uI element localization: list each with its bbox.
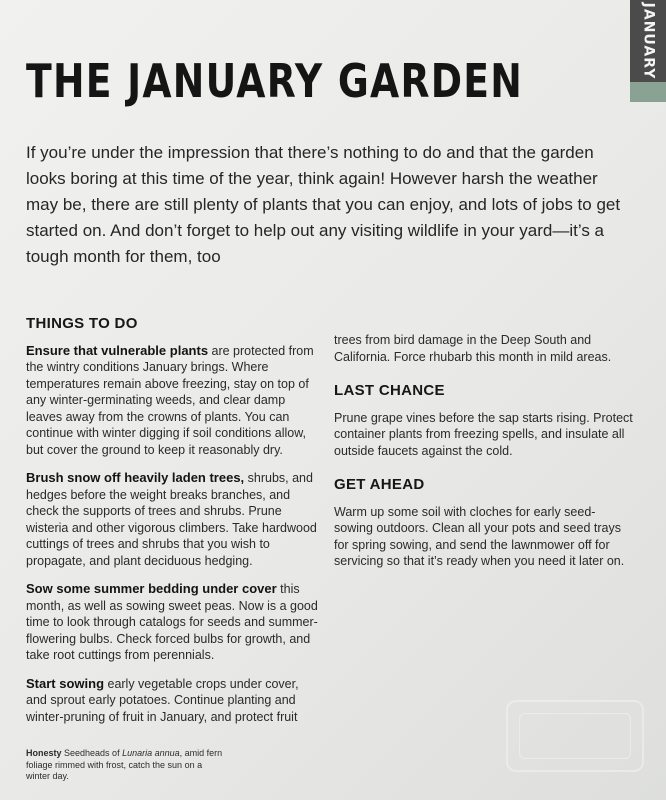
- watermark-stamp-inner: [519, 713, 631, 759]
- paragraph-summer-bedding: [26, 581, 318, 664]
- paragraph-vulnerable-plants: [26, 343, 318, 459]
- paragraph-body: are protected from the wintry conditions January brings. Where temperatures remain above freezing, stay on top of any winter-germinating weeds, and clear damp leaves away from the crowns of plants. You can continue with winter digging if soil conditions allow, but cover the ground to keep it reasonably dry.: [26, 343, 314, 457]
- caption-text-end: , amid fern foliage rimmed with frost, catch the sun on a winter day.: [26, 748, 223, 781]
- section-tab: [630, 0, 666, 82]
- caption-text: Seedheads of: [61, 748, 123, 758]
- last-chance-heading: LAST CHANCE: [334, 382, 445, 399]
- paragraph-lead: Start sowing: [26, 675, 105, 691]
- paragraph-lead: Sow some summer bedding under cover: [26, 581, 277, 596]
- page-title: THE JANUARY GARDEN: [26, 54, 524, 108]
- paragraph-body: shrubs, and hedges before the weight breaks branches, and check the supports of trees and shrubs. Prune wisteria and other vigorous climbers. Take hardwood cuttings of trees and shrubs that you wish to propagate, and plant deciduous hedging.: [26, 471, 317, 568]
- photo-caption: [26, 748, 226, 783]
- intro-paragraph: If you’re under the impression that there’s nothing to do and that the garden looks boring at this time of the year, think again! However harsh the weather may be, there are still plenty of plants that you can enjoy, and lots of jobs to get started on. And don’t forget to help out any visiting wildlife in your yard—it’s a tough month for them, too: [26, 143, 621, 266]
- section-tab-label: JANUARY: [640, 2, 656, 80]
- paragraph-body: this month, as well as sowing sweet peas. Now is a good time to look through catalogs for seeds and summer-flowering bulbs. Check forced bulbs for growth, and take root cuttings from perennials.: [26, 582, 318, 662]
- get-ahead-heading: GET AHEAD: [334, 476, 425, 493]
- paragraph-start-sowing: [26, 676, 318, 726]
- caption-lead: Honesty: [26, 748, 62, 758]
- watermark-stamp: [506, 700, 644, 772]
- paragraph-lead: Brush snow off heavily laden trees,: [26, 470, 245, 485]
- caption-species: Lunaria annua: [122, 748, 180, 758]
- paragraph-lead: Ensure that vulnerable plants: [26, 342, 209, 358]
- things-to-do-heading: THINGS TO DO: [26, 315, 138, 332]
- paragraph-body: early vegetable crops under cover, and sprout early potatoes. Continue planting and winter-pruning of fruit in January, and protect fruit: [26, 676, 299, 724]
- get-ahead-body: Warm up some soil with cloches for early seed-sowing outdoors. Clean all your pots and seed trays for spring sowing, and send the lawnmower off for servicing so that it’s ready when you need it later on.: [334, 504, 625, 568]
- right-column: [334, 332, 634, 582]
- paragraph-continuation: trees from bird damage in the Deep South and California. Force rhubarb this month in mild areas.: [334, 333, 612, 364]
- left-column: [26, 316, 318, 737]
- section-tab-accent: [630, 82, 666, 102]
- paragraph-brush-snow: [26, 470, 318, 569]
- last-chance-body: Prune grape vines before the sap starts rising. Protect container plants from freezing spells, and insulate all outside faucets against the cold.: [334, 410, 633, 458]
